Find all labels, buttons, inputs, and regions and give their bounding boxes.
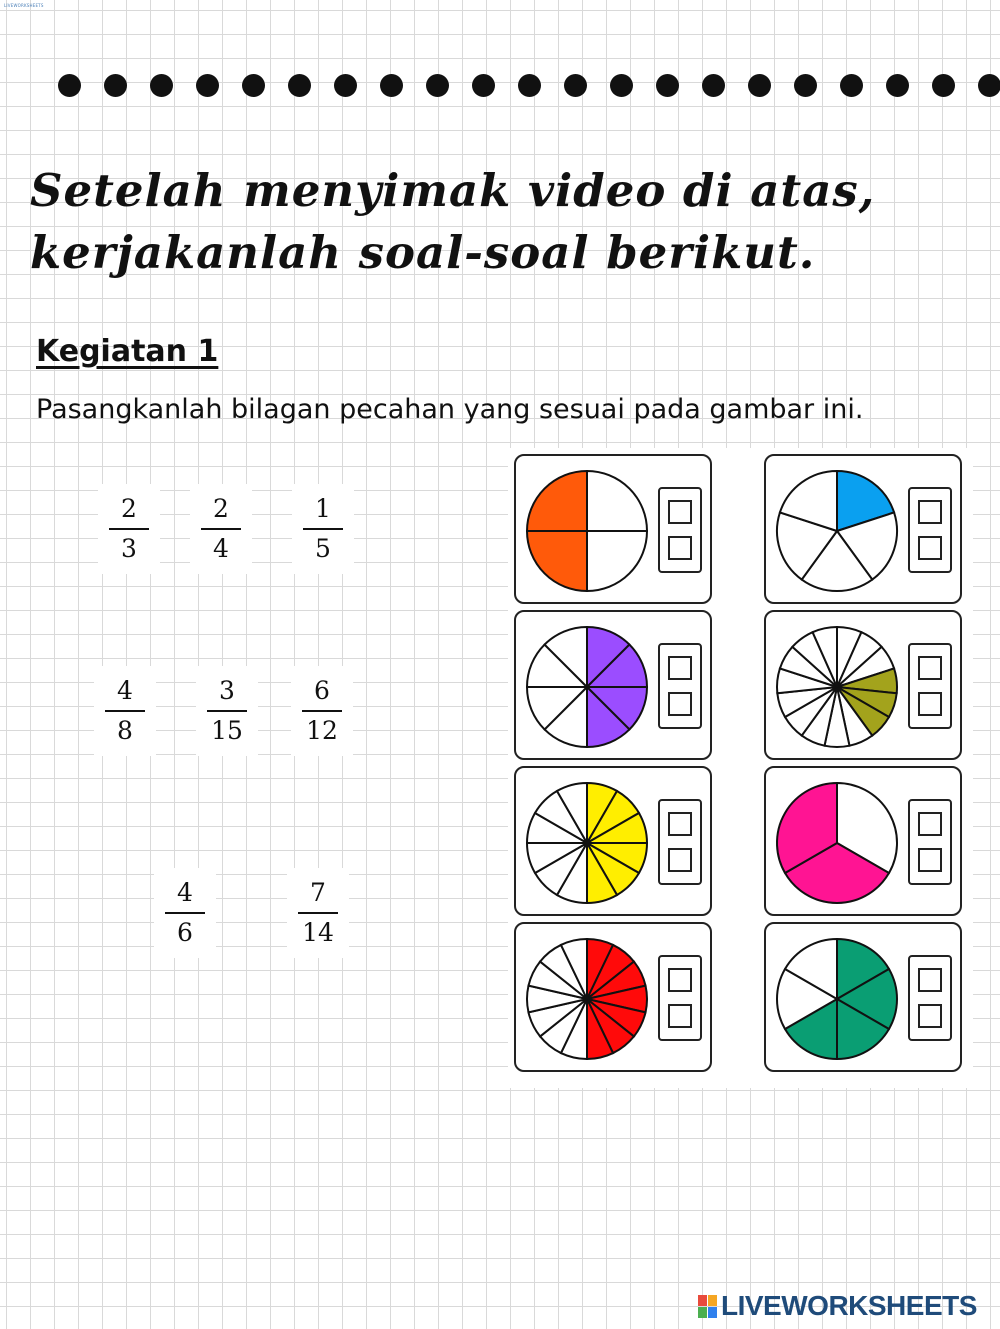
divider-dot <box>564 74 587 97</box>
pie-slice <box>587 471 647 531</box>
pie-chart <box>524 624 650 750</box>
pie-card <box>764 766 962 916</box>
answer-slot <box>658 955 702 1041</box>
pie-chart <box>774 468 900 594</box>
denominator-drop-box[interactable] <box>918 692 942 716</box>
fraction-bar <box>109 528 149 530</box>
logo-block <box>698 1307 707 1318</box>
divider-dot <box>794 74 817 97</box>
fraction-numerator: 4 <box>117 676 133 705</box>
divider-dot <box>702 74 725 97</box>
pie-card-panel <box>508 448 973 1088</box>
pie-card <box>764 922 962 1072</box>
numerator-drop-box[interactable] <box>918 968 942 992</box>
fraction-tile[interactable] <box>196 666 258 756</box>
answer-slot <box>658 487 702 573</box>
pie-chart <box>524 468 650 594</box>
page-title <box>30 160 875 284</box>
fraction-numerator: 3 <box>219 676 235 705</box>
numerator-drop-box[interactable] <box>918 812 942 836</box>
fraction-bar <box>201 528 241 530</box>
section-heading: Kegiatan 1 <box>36 334 219 369</box>
fraction-denominator: 5 <box>315 534 331 563</box>
divider-dot <box>58 74 81 97</box>
pie-slice-shaded <box>527 471 587 531</box>
divider-dot <box>656 74 679 97</box>
fraction-bar <box>207 710 247 712</box>
logo-block <box>708 1295 717 1306</box>
pie-card <box>764 454 962 604</box>
numerator-drop-box[interactable] <box>668 812 692 836</box>
pie-card <box>514 922 712 1072</box>
denominator-drop-box[interactable] <box>918 1004 942 1028</box>
divider-dot <box>196 74 219 97</box>
fraction-bar <box>298 912 338 914</box>
fraction-tile[interactable] <box>291 666 353 756</box>
fraction-denominator: 14 <box>302 918 334 947</box>
fraction-numerator: 1 <box>315 494 331 523</box>
fraction-tile[interactable] <box>287 868 349 958</box>
logo-icon <box>698 1295 717 1318</box>
divider-dot <box>748 74 771 97</box>
pie-chart <box>774 936 900 1062</box>
fraction-numerator: 2 <box>213 494 229 523</box>
liveworksheets-logo <box>698 1290 977 1322</box>
answer-slot <box>658 799 702 885</box>
fraction-bar <box>165 912 205 914</box>
numerator-drop-box[interactable] <box>668 968 692 992</box>
pie-card <box>514 454 712 604</box>
divider-dot <box>932 74 955 97</box>
answer-slot <box>908 487 952 573</box>
fraction-tile[interactable] <box>154 868 216 958</box>
title-line-2: kerjakanlah soal-soal berikut. <box>30 226 816 279</box>
pie-card <box>514 766 712 916</box>
denominator-drop-box[interactable] <box>668 1004 692 1028</box>
fraction-denominator: 3 <box>121 534 137 563</box>
title-line-1: Setelah menyimak video di atas, <box>30 164 876 217</box>
numerator-drop-box[interactable] <box>668 656 692 680</box>
divider-dot <box>472 74 495 97</box>
pie-chart <box>774 624 900 750</box>
logo-block <box>708 1307 717 1318</box>
divider-dot <box>380 74 403 97</box>
dot-divider <box>58 74 1000 97</box>
fraction-bar <box>303 528 343 530</box>
pie-slice <box>587 531 647 591</box>
denominator-drop-box[interactable] <box>918 848 942 872</box>
answer-slot <box>908 799 952 885</box>
fraction-denominator: 12 <box>306 716 338 745</box>
fraction-numerator: 4 <box>177 878 193 907</box>
fraction-tile[interactable] <box>190 484 252 574</box>
answer-slot <box>658 643 702 729</box>
pie-chart <box>524 936 650 1062</box>
numerator-drop-box[interactable] <box>918 656 942 680</box>
pie-chart <box>774 780 900 906</box>
numerator-drop-box[interactable] <box>918 500 942 524</box>
fraction-numerator: 2 <box>121 494 137 523</box>
denominator-drop-box[interactable] <box>668 536 692 560</box>
fraction-tile[interactable] <box>94 666 156 756</box>
pie-chart <box>524 780 650 906</box>
fraction-denominator: 6 <box>177 918 193 947</box>
divider-dot <box>334 74 357 97</box>
divider-dot <box>104 74 127 97</box>
pie-slice-shaded <box>527 531 587 591</box>
fraction-numerator: 7 <box>310 878 326 907</box>
instruction-text: Pasangkanlah bilagan pecahan yang sesuai pada gambar ini. <box>36 394 864 425</box>
fraction-bar <box>105 710 145 712</box>
divider-dot <box>978 74 1000 97</box>
divider-dot <box>242 74 265 97</box>
divider-dot <box>610 74 633 97</box>
divider-dot <box>426 74 449 97</box>
fraction-denominator: 15 <box>211 716 243 745</box>
divider-dot <box>886 74 909 97</box>
divider-dot <box>288 74 311 97</box>
fraction-numerator: 6 <box>314 676 330 705</box>
logo-text: LIVEWORKSHEETS <box>721 1290 977 1321</box>
denominator-drop-box[interactable] <box>668 848 692 872</box>
divider-dot <box>840 74 863 97</box>
divider-dot <box>518 74 541 97</box>
fraction-tile[interactable] <box>292 484 354 574</box>
pie-card <box>764 610 962 760</box>
watermark-text: LIVEWORKSHEETS <box>4 3 44 8</box>
fraction-denominator: 4 <box>213 534 229 563</box>
pie-card <box>514 610 712 760</box>
denominator-drop-box[interactable] <box>668 692 692 716</box>
denominator-drop-box[interactable] <box>918 536 942 560</box>
logo-block <box>698 1295 707 1306</box>
divider-dot <box>150 74 173 97</box>
answer-slot <box>908 955 952 1041</box>
fraction-tile[interactable] <box>98 484 160 574</box>
fraction-bar <box>302 710 342 712</box>
fraction-denominator: 8 <box>117 716 133 745</box>
answer-slot <box>908 643 952 729</box>
numerator-drop-box[interactable] <box>668 500 692 524</box>
